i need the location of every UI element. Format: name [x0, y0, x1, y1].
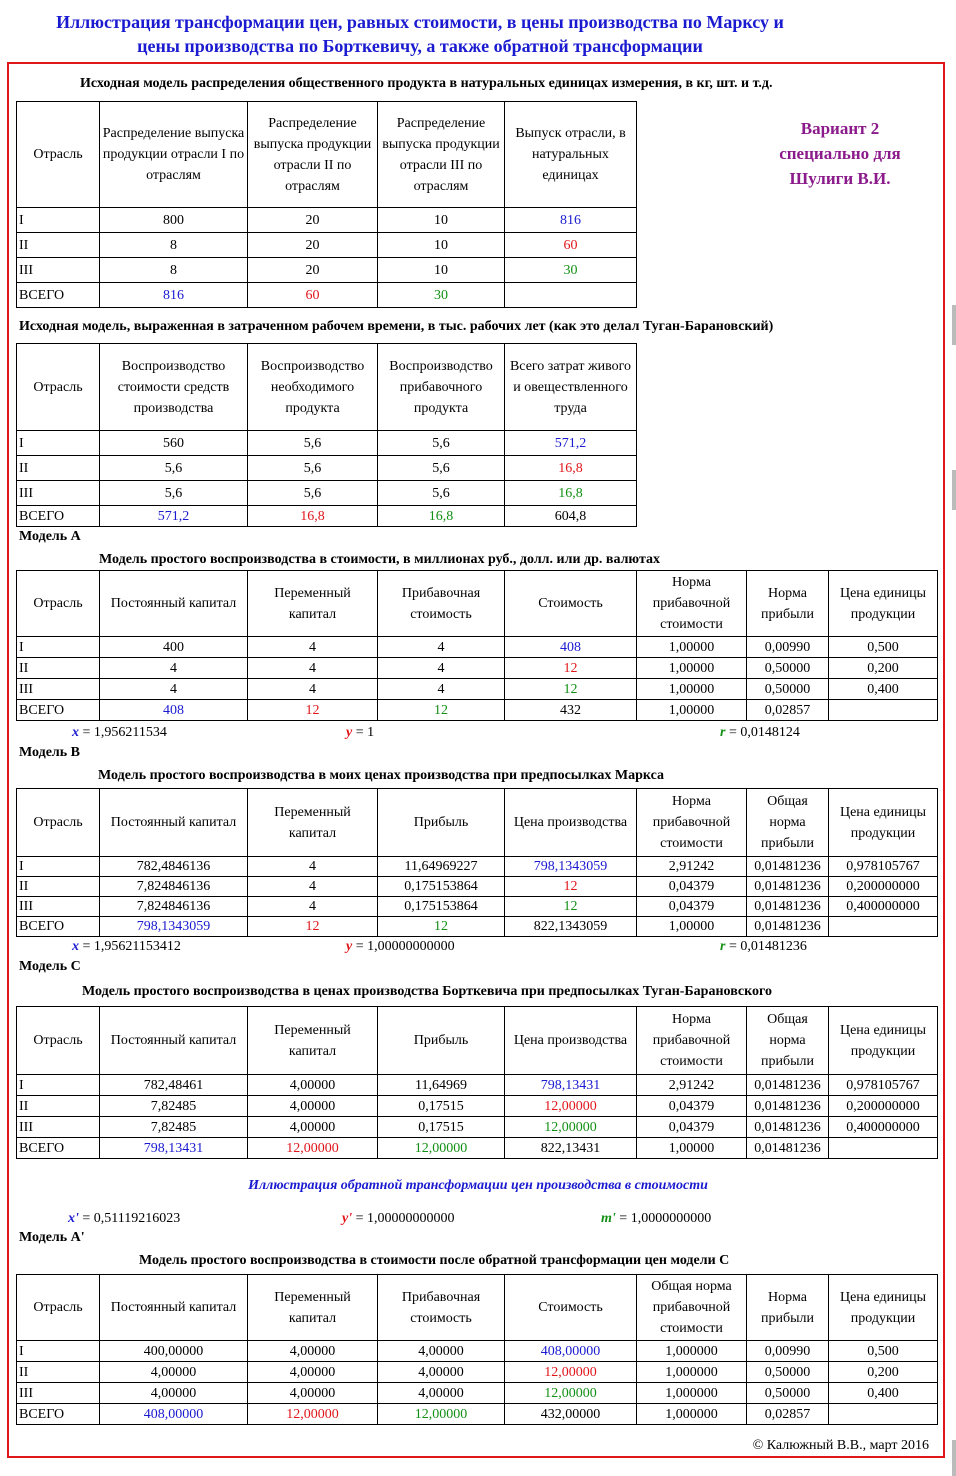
param-r: r = 0,0148124: [720, 725, 800, 740]
row-label: ВСЕГО: [17, 283, 100, 308]
table-cell: 400: [100, 637, 248, 658]
table-cell: 4: [100, 658, 248, 679]
row-label: I: [17, 431, 100, 456]
model-b-label: Модель В: [19, 745, 81, 760]
table-cell: 8: [100, 233, 248, 258]
param-value: 1,00000000000: [367, 1211, 455, 1226]
table-cell: 1,000000: [637, 1383, 747, 1404]
table-cell: 12,00000: [248, 1138, 378, 1159]
table-cell: 1,00000: [637, 917, 747, 937]
table-total-row: [17, 700, 938, 721]
title-line-2: цены производства по Борткевичу, а также обратной трансформации: [137, 36, 703, 56]
table-row: [17, 481, 637, 506]
table-cell: 0,400000000: [829, 897, 938, 917]
table-cell: 7,82485: [100, 1096, 248, 1117]
table-cell: 12: [505, 679, 637, 700]
table-cell: 571,2: [100, 506, 248, 527]
table-cell: 4,00000: [100, 1383, 248, 1404]
table-cell: 1,000000: [637, 1404, 747, 1425]
table-header-row: [17, 1275, 938, 1341]
param-y-prime: y' = 1,00000000000: [342, 1211, 455, 1226]
table-cell: 0,02857: [747, 1404, 829, 1425]
column-header: Прибавочная стоимость: [378, 571, 505, 637]
table-cell: 1,00000: [637, 1138, 747, 1159]
table-cell: 798,13431: [505, 1075, 637, 1096]
table-cell: 0,978105767: [829, 857, 938, 877]
table-cell: 1,000000: [637, 1341, 747, 1362]
table-cell: 5,6: [378, 481, 505, 506]
table-cell: 12: [378, 917, 505, 937]
table-cell: 0,01481236: [747, 1117, 829, 1138]
column-header: Выпуск отрасли, в натуральных единицах: [505, 102, 637, 208]
param-symbol: r: [720, 939, 726, 954]
row-label: III: [17, 1117, 100, 1138]
table-cell: 4: [378, 637, 505, 658]
row-label: II: [17, 1096, 100, 1117]
column-header: Постоянный капитал: [100, 789, 248, 857]
table-cell: 4: [248, 897, 378, 917]
column-header: Норма прибавочной стоимости: [637, 1007, 747, 1075]
table-cell: 798,13431: [100, 1138, 248, 1159]
column-header: Общая норма прибыли: [747, 789, 829, 857]
param-value: 0,51119216023: [93, 1211, 181, 1226]
table-row: [17, 1117, 938, 1138]
model-a-label: Модель А: [19, 529, 81, 544]
inverse-transformation-title: Иллюстрация обратной трансформации цен производства в стоимости: [248, 1178, 708, 1193]
column-header: Прибавочная стоимость: [378, 1275, 505, 1341]
column-header: Цена производства: [505, 789, 637, 857]
table-cell: 4,00000: [100, 1362, 248, 1383]
table-cell: 12: [505, 877, 637, 897]
column-header: Норма прибавочной стоимости: [637, 571, 747, 637]
table-cell: 5,6: [378, 456, 505, 481]
table-cell: 0,01481236: [747, 1096, 829, 1117]
column-header: Распределение выпуска продукции отрасли II по отраслям: [248, 102, 378, 208]
table-cell: 1,00000: [637, 637, 747, 658]
row-label: III: [17, 481, 100, 506]
table-cell: 0,01481236: [747, 1075, 829, 1096]
table-row: [17, 637, 938, 658]
table-cell: 0,02857: [747, 700, 829, 721]
table-cell: 4,00000: [248, 1075, 378, 1096]
column-header: Цена производства: [505, 1007, 637, 1075]
table-cell: 0,50000: [747, 1362, 829, 1383]
table-total-row: [17, 1138, 938, 1159]
table-cell: 0,400000000: [829, 1117, 938, 1138]
table-cell: 782,48461: [100, 1075, 248, 1096]
table-cell: 0,01481236: [747, 857, 829, 877]
column-header: Переменный капитал: [248, 1007, 378, 1075]
copyright-note: © Калюжный В.В., март 2016: [752, 1438, 929, 1453]
table-cell: 0,200: [829, 658, 938, 679]
table-total-row: [17, 1404, 938, 1425]
param-value: 0,01481236: [740, 939, 807, 954]
model-c-caption: Модель простого воспроизводства в ценах производства Борткевича при предпосылках Туган-Барановского: [82, 984, 773, 999]
table-cell: 0,400: [829, 679, 938, 700]
model-c-table: [16, 1006, 938, 1159]
model-b-caption: Модель простого воспроизводства в моих ценах производства при предпосылках Маркса: [98, 768, 665, 783]
table-cell: 12,00000: [505, 1383, 637, 1404]
table-cell: 560: [100, 431, 248, 456]
table-cell: 408: [505, 637, 637, 658]
table-row: [17, 258, 637, 283]
table-cell: 798,1343059: [505, 857, 637, 877]
column-header: Норма прибыли: [747, 1275, 829, 1341]
table-cell: 12: [248, 917, 378, 937]
column-header: Отрасль: [17, 102, 100, 208]
model-a-prime-table: [16, 1274, 938, 1425]
table-cell: 822,1343059: [505, 917, 637, 937]
table-cell: 0,175153864: [378, 897, 505, 917]
table-cell: 12: [378, 700, 505, 721]
table-cell: 0,200000000: [829, 877, 938, 897]
row-label: II: [17, 658, 100, 679]
row-label: ВСЕГО: [17, 917, 100, 937]
table-header-row: [17, 789, 938, 857]
variant-line: специально для: [779, 144, 901, 163]
table-cell: 432,00000: [505, 1404, 637, 1425]
table-cell: 0,50000: [747, 679, 829, 700]
table-cell: 1,000000: [637, 1362, 747, 1383]
model-a-table: [16, 570, 938, 721]
table-cell: 0,978105767: [829, 1075, 938, 1096]
table-cell: 4: [378, 679, 505, 700]
column-header: Отрасль: [17, 571, 100, 637]
table-cell: 4: [378, 658, 505, 679]
variant-line: Шулиги В.И.: [789, 169, 891, 188]
param-symbol: y: [346, 939, 353, 954]
column-header: Отрасль: [17, 789, 100, 857]
table-cell: 11,64969: [378, 1075, 505, 1096]
table-cell: 1,00000: [637, 679, 747, 700]
row-label: III: [17, 258, 100, 283]
column-header: Цена единицы продукции: [829, 1007, 938, 1075]
table-header-row: [17, 344, 637, 431]
table-cell: 12,00000: [248, 1404, 378, 1425]
column-header: Отрасль: [17, 1275, 100, 1341]
table-cell: 408: [100, 700, 248, 721]
table-cell: 1,00000: [637, 700, 747, 721]
table-cell: 60: [505, 233, 637, 258]
table-cell: 16,8: [378, 506, 505, 527]
table-cell: 7,824846136: [100, 897, 248, 917]
table-cell: 0,00990: [747, 1341, 829, 1362]
table-cell: 4,00000: [378, 1362, 505, 1383]
column-header: Норма прибавочной стоимости: [637, 789, 747, 857]
column-header: Прибыль: [378, 1007, 505, 1075]
table-cell: 0,400: [829, 1383, 938, 1404]
param-value: 1,0000000000: [630, 1211, 712, 1226]
table-cell: 4: [100, 679, 248, 700]
param-value: 1,956211534: [93, 725, 167, 740]
table-row: [17, 857, 938, 877]
param-x-prime: x' = 0,51119216023: [68, 1211, 181, 1226]
table-cell: 0,01481236: [747, 897, 829, 917]
table-cell: 12: [248, 700, 378, 721]
row-label: II: [17, 1362, 100, 1383]
variant-note: [745, 116, 935, 191]
column-header: Всего затрат живого и овеществленного труда: [505, 344, 637, 431]
labor-time-table: [16, 343, 637, 527]
table-cell: 4: [248, 877, 378, 897]
table-cell: 816: [505, 208, 637, 233]
param-y: y = 1: [346, 725, 375, 740]
column-header: Стоимость: [505, 571, 637, 637]
table-cell: 16,8: [505, 481, 637, 506]
table-cell: 604,8: [505, 506, 637, 527]
row-label: III: [17, 897, 100, 917]
column-header: Распределение выпуска продукции отрасли III по отраслям: [378, 102, 505, 208]
table-cell: 4: [248, 679, 378, 700]
table-cell: 800: [100, 208, 248, 233]
table-cell: 0,50000: [747, 658, 829, 679]
param-y: y = 1,00000000000: [346, 939, 455, 954]
table-cell: 0,500: [829, 637, 938, 658]
row-label: I: [17, 637, 100, 658]
table-cell: 5,6: [248, 456, 378, 481]
table-cell: 4: [248, 637, 378, 658]
table-cell: 12,00000: [378, 1404, 505, 1425]
param-x: x = 1,956211534: [72, 725, 167, 740]
table-cell: 816: [100, 283, 248, 308]
param-symbol: x': [68, 1211, 79, 1226]
table-cell: 0,04379: [637, 877, 747, 897]
natural-units-table: [16, 101, 637, 308]
table-cell: 0,01481236: [747, 1138, 829, 1159]
table-cell: 2,91242: [637, 857, 747, 877]
column-header: Воспроизводство необходимого продукта: [248, 344, 378, 431]
table-row: [17, 456, 637, 481]
table-header-row: [17, 571, 938, 637]
table-cell: [829, 1404, 938, 1425]
column-header: Воспроизводство стоимости средств производства: [100, 344, 248, 431]
table-row: [17, 1383, 938, 1404]
table-cell: 10: [378, 233, 505, 258]
table-row: [17, 1341, 938, 1362]
table-cell: 10: [378, 258, 505, 283]
table-cell: 30: [505, 258, 637, 283]
table-cell: 5,6: [100, 481, 248, 506]
table-cell: 8: [100, 258, 248, 283]
table-cell: 0,00990: [747, 637, 829, 658]
table-cell: 5,6: [378, 431, 505, 456]
table-cell: 0,500: [829, 1341, 938, 1362]
param-symbol: m': [601, 1211, 616, 1226]
table-cell: 822,13431: [505, 1138, 637, 1159]
column-header: Переменный капитал: [248, 789, 378, 857]
table-cell: 0,175153864: [378, 877, 505, 897]
table-cell: 0,04379: [637, 897, 747, 917]
table-cell: 4,00000: [248, 1341, 378, 1362]
param-symbol: r: [720, 725, 726, 740]
table-cell: 30: [378, 283, 505, 308]
param-r: r = 0,01481236: [720, 939, 807, 954]
table-cell: 20: [248, 208, 378, 233]
table2-caption: Исходная модель, выраженная в затраченном рабочем времени, в тыс. рабочих лет (как это делал Туган-Барановский): [19, 319, 774, 334]
table-cell: 0,50000: [747, 1383, 829, 1404]
title-line-1: Иллюстрация трансформации цен, равных стоимости, в цены производства по Марксу и: [56, 12, 784, 32]
table-cell: 798,1343059: [100, 917, 248, 937]
table-row: [17, 1075, 938, 1096]
table-cell: 5,6: [248, 481, 378, 506]
table-cell: 16,8: [248, 506, 378, 527]
table-cell: 12: [505, 658, 637, 679]
table-cell: 4,00000: [248, 1117, 378, 1138]
model-a-caption: Модель простого воспроизводства в стоимости, в миллионах руб., долл. или др. валютах: [99, 552, 660, 567]
column-header: Норма прибыли: [747, 571, 829, 637]
row-label: ВСЕГО: [17, 1404, 100, 1425]
table-cell: 4,00000: [248, 1362, 378, 1383]
table-cell: 571,2: [505, 431, 637, 456]
model-a-prime-label: Модель А': [19, 1230, 85, 1245]
variant-line: Вариант 2: [800, 119, 880, 138]
param-value: 0,0148124: [740, 725, 800, 740]
param-symbol: y': [342, 1211, 353, 1226]
table-total-row: [17, 917, 938, 937]
table-cell: 12,00000: [505, 1362, 637, 1383]
page-edge-marker: [952, 1440, 956, 1476]
model-b-table: [16, 788, 938, 937]
column-header: Постоянный капитал: [100, 571, 248, 637]
row-label: II: [17, 877, 100, 897]
table-cell: 0,04379: [637, 1096, 747, 1117]
page-edge-marker: [952, 470, 956, 510]
table-cell: 7,82485: [100, 1117, 248, 1138]
table-cell: 7,824846136: [100, 877, 248, 897]
model-a-prime-caption: Модель простого воспроизводства в стоимости после обратной трансформации цен модели С: [139, 1253, 730, 1268]
table-cell: 60: [248, 283, 378, 308]
row-label: II: [17, 456, 100, 481]
param-m-prime: m' = 1,0000000000: [601, 1211, 712, 1226]
param-symbol: x: [72, 939, 79, 954]
table-cell: 782,4846136: [100, 857, 248, 877]
column-header: Общая норма прибыли: [747, 1007, 829, 1075]
table-cell: 4,00000: [248, 1096, 378, 1117]
row-label: ВСЕГО: [17, 1138, 100, 1159]
column-header: Постоянный капитал: [100, 1275, 248, 1341]
table-cell: 400,00000: [100, 1341, 248, 1362]
column-header: Прибыль: [378, 789, 505, 857]
row-label: I: [17, 1075, 100, 1096]
table-cell: 12,00000: [378, 1138, 505, 1159]
row-label: ВСЕГО: [17, 700, 100, 721]
table-row: [17, 1096, 938, 1117]
table-cell: 1,00000: [637, 658, 747, 679]
row-label: ВСЕГО: [17, 506, 100, 527]
column-header: Переменный капитал: [248, 571, 378, 637]
table-header-row: [17, 102, 637, 208]
column-header: Общая норма прибавочной стоимости: [637, 1275, 747, 1341]
column-header: Распределение выпуска продукции отрасли I по отраслям: [100, 102, 248, 208]
table-cell: 0,200000000: [829, 1096, 938, 1117]
table-cell: 408,00000: [100, 1404, 248, 1425]
table-cell: 4: [248, 857, 378, 877]
table-cell: 0,17515: [378, 1096, 505, 1117]
column-header: Цена единицы продукции: [829, 1275, 938, 1341]
table-row: [17, 679, 938, 700]
column-header: Цена единицы продукции: [829, 571, 938, 637]
page-edge-marker: [952, 305, 956, 345]
table-cell: 0,200: [829, 1362, 938, 1383]
table-cell: 0,01481236: [747, 877, 829, 897]
table-row: [17, 233, 637, 258]
row-label: III: [17, 1383, 100, 1404]
table-cell: 4,00000: [378, 1383, 505, 1404]
model-c-label: Модель С: [19, 959, 81, 974]
table-cell: 12,00000: [505, 1096, 637, 1117]
table-cell: [829, 700, 938, 721]
table-cell: 408,00000: [505, 1341, 637, 1362]
document-title: [0, 10, 840, 58]
table-cell: 4: [248, 658, 378, 679]
param-x: x = 1,95621153412: [72, 939, 181, 954]
table-total-row: [17, 506, 637, 527]
param-symbol: x: [72, 725, 79, 740]
row-label: I: [17, 857, 100, 877]
table-cell: 12,00000: [505, 1117, 637, 1138]
column-header: Воспроизводство прибавочного продукта: [378, 344, 505, 431]
table-cell: 20: [248, 258, 378, 283]
table-cell: 0,01481236: [747, 917, 829, 937]
table-cell: 2,91242: [637, 1075, 747, 1096]
table-cell: 0,04379: [637, 1117, 747, 1138]
column-header: Стоимость: [505, 1275, 637, 1341]
row-label: I: [17, 208, 100, 233]
table-cell: 5,6: [248, 431, 378, 456]
column-header: Постоянный капитал: [100, 1007, 248, 1075]
table-cell: 11,64969227: [378, 857, 505, 877]
table-cell: 10: [378, 208, 505, 233]
table-row: [17, 877, 938, 897]
table-header-row: [17, 1007, 938, 1075]
column-header: Цена единицы продукции: [829, 789, 938, 857]
table-cell: 4,00000: [378, 1341, 505, 1362]
table-cell: [829, 1138, 938, 1159]
table-cell: 16,8: [505, 456, 637, 481]
row-label: III: [17, 679, 100, 700]
table-cell: 432: [505, 700, 637, 721]
column-header: Отрасль: [17, 344, 100, 431]
param-value: 1,95621153412: [93, 939, 181, 954]
table-cell: 5,6: [100, 456, 248, 481]
column-header: Переменный капитал: [248, 1275, 378, 1341]
table-cell: 0,17515: [378, 1117, 505, 1138]
row-label: I: [17, 1341, 100, 1362]
table-cell: [829, 917, 938, 937]
column-header: Отрасль: [17, 1007, 100, 1075]
table-cell: [505, 283, 637, 308]
table-cell: 12: [505, 897, 637, 917]
param-value: 1: [367, 725, 375, 740]
param-symbol: y: [346, 725, 353, 740]
table-row: [17, 658, 938, 679]
table-row: [17, 897, 938, 917]
table-cell: 4,00000: [248, 1383, 378, 1404]
table-row: [17, 208, 637, 233]
table-row: [17, 431, 637, 456]
param-value: 1,00000000000: [367, 939, 455, 954]
table1-caption: Исходная модель распределения общественного продукта в натуральных единицах измерения, в кг, шт. и т.д.: [80, 76, 773, 91]
table-cell: 20: [248, 233, 378, 258]
row-label: II: [17, 233, 100, 258]
table-row: [17, 1362, 938, 1383]
table-total-row: [17, 283, 637, 308]
